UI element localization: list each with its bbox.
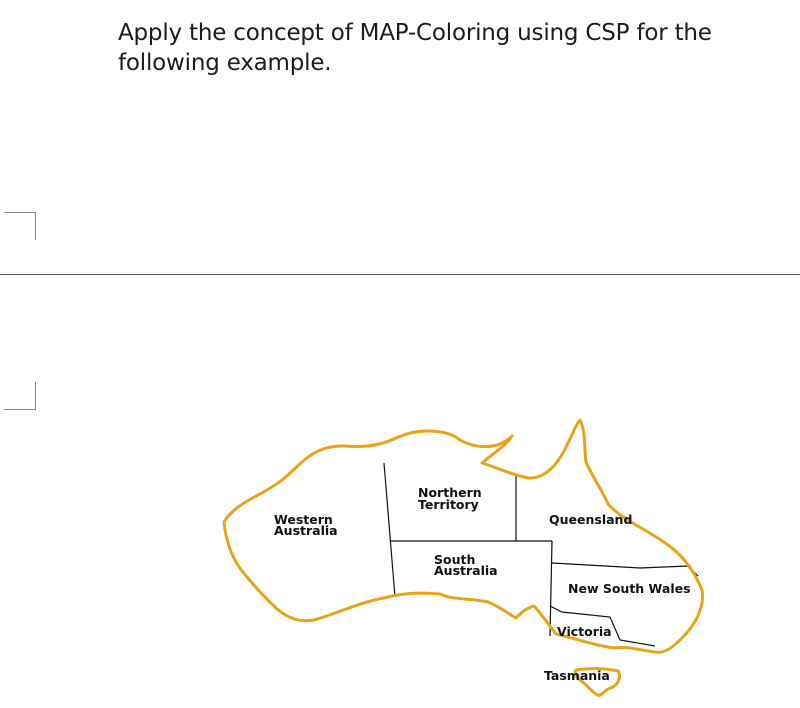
label-south-australia: South Australia (434, 552, 498, 578)
question-text: Apply the concept of MAP-Coloring using CSP for the following example. (118, 20, 712, 76)
border-sa-east (550, 541, 552, 636)
border-qld-nsw (552, 563, 698, 576)
label-northern-territory: Northern Territory (418, 485, 482, 512)
label-western-australia: Western Australia (274, 512, 338, 538)
label-victoria: Victoria (557, 624, 612, 639)
label-new-south-wales: New South Wales (568, 581, 691, 596)
label-queensland: Queensland (549, 512, 633, 527)
border-wa-nt-sa (384, 463, 395, 597)
label-tasmania: Tasmania (544, 668, 610, 683)
